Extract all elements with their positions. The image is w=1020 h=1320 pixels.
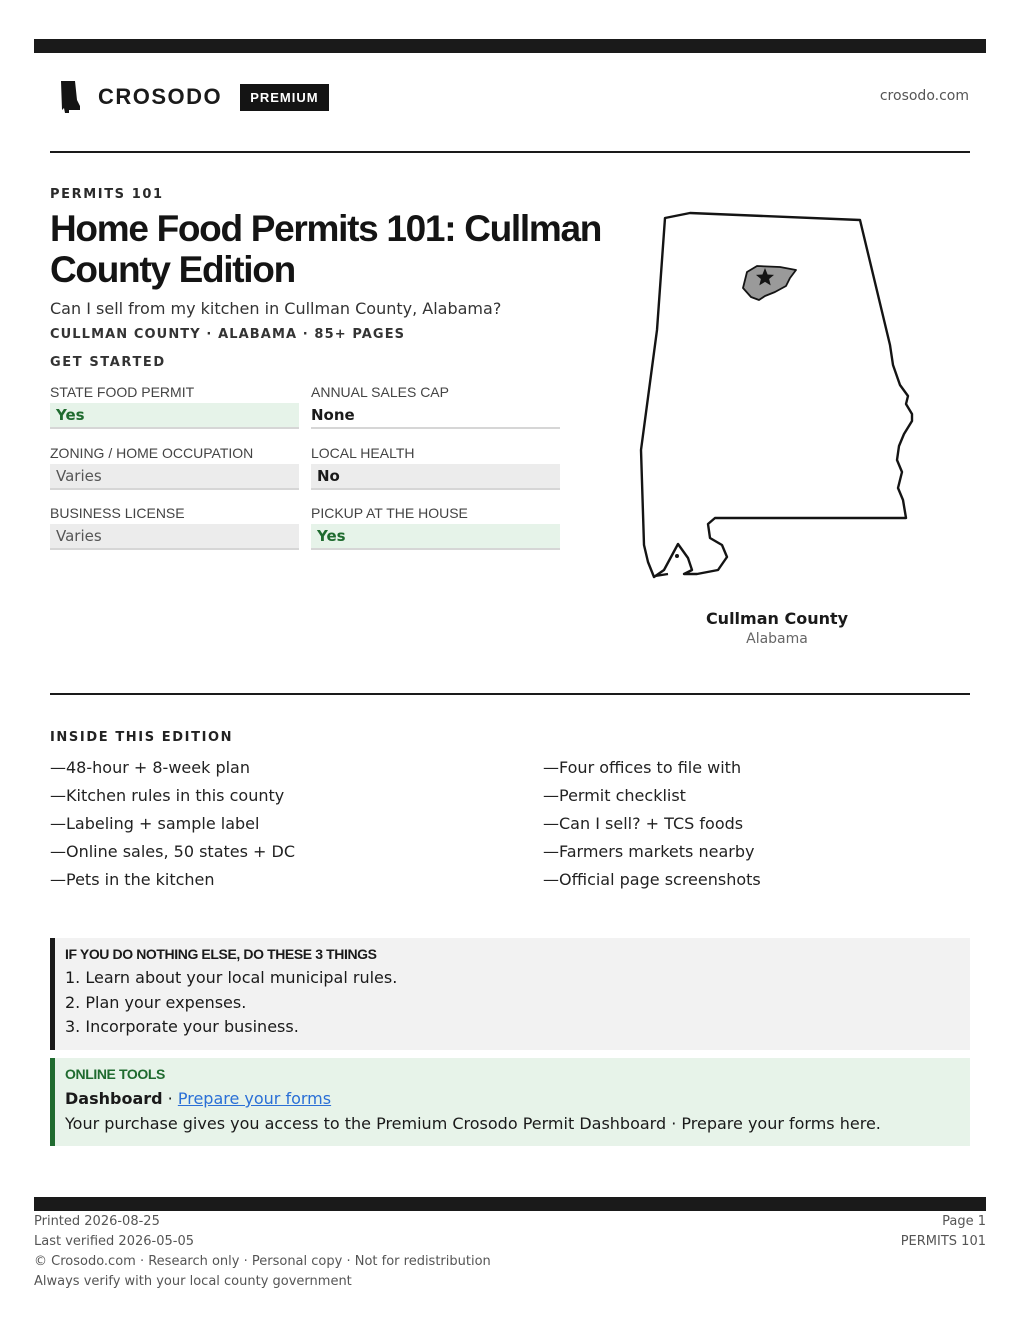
permit-value: Varies bbox=[50, 464, 299, 490]
get-started-heading: GET STARTED bbox=[50, 355, 166, 370]
toc-left-list bbox=[50, 757, 295, 897]
permit-value: None bbox=[311, 403, 560, 429]
permit-business-license bbox=[50, 504, 299, 550]
top-bar bbox=[34, 39, 986, 53]
permit-value: Varies bbox=[50, 524, 299, 550]
callout-item: 2. Plan your expenses. bbox=[65, 992, 247, 1012]
dashboard-label: Dashboard bbox=[65, 1089, 163, 1108]
premium-badge: PREMIUM bbox=[240, 84, 328, 111]
dashboard-line bbox=[65, 1087, 960, 1111]
printed-date: Printed 2026-08-25 bbox=[34, 1214, 160, 1229]
separator: · bbox=[162, 1089, 178, 1108]
header-divider bbox=[50, 151, 970, 153]
brand-lockup[interactable] bbox=[60, 80, 329, 114]
page-number: Page 1 bbox=[942, 1214, 986, 1229]
callout-item: 1. Learn about your local municipal rules. bbox=[65, 968, 398, 987]
footer-left bbox=[34, 1212, 491, 1292]
toc-item: —Online sales, 50 states + DC bbox=[50, 842, 296, 861]
section-divider bbox=[50, 693, 970, 695]
alabama-logo-icon bbox=[60, 80, 82, 114]
verified-date: Last verified 2026-05-05 bbox=[34, 1234, 194, 1249]
permit-local-health bbox=[311, 444, 560, 490]
callout-item: 3. Incorporate your business. bbox=[65, 1017, 299, 1036]
alabama-map bbox=[630, 200, 930, 590]
dashboard-description: Your purchase gives you access to the Premium Crosodo Permit Dashboard · Prepare your forms here. bbox=[65, 1114, 881, 1133]
permit-label: LOCAL HEALTH bbox=[311, 445, 415, 461]
toc-item: —Kitchen rules in this county bbox=[50, 786, 285, 805]
copyright-line: © Crosodo.com · Research only · Personal copy · Not for redistribution bbox=[34, 1254, 491, 1269]
permit-state-food-permit bbox=[50, 383, 299, 429]
toc-item: —Permit checklist bbox=[543, 786, 686, 805]
permit-label: PICKUP AT THE HOUSE bbox=[311, 505, 468, 521]
page-title: Home Food Permits 101: Cullman County Edition bbox=[50, 208, 602, 290]
city-dot bbox=[675, 554, 679, 558]
three-things-callout bbox=[50, 938, 970, 1050]
toc-item: —Official page screenshots bbox=[543, 870, 761, 889]
permit-label: ANNUAL SALES CAP bbox=[311, 384, 449, 400]
toc-item: —Can I sell? + TCS foods bbox=[543, 814, 744, 833]
permit-value: Yes bbox=[311, 524, 560, 550]
toc-item: —48-hour + 8-week plan bbox=[50, 758, 250, 777]
footer-right bbox=[901, 1212, 986, 1252]
bottom-bar bbox=[34, 1197, 986, 1211]
site-url[interactable]: crosodo.com bbox=[879, 88, 969, 104]
toc-item: —Four offices to file with bbox=[543, 758, 742, 777]
permit-label: ZONING / HOME OCCUPATION bbox=[50, 445, 254, 461]
permit-value: Yes bbox=[50, 403, 299, 429]
permit-zoning bbox=[50, 444, 299, 490]
inside-heading: INSIDE THIS EDITION bbox=[50, 730, 234, 745]
brand-name: CROSODO bbox=[98, 84, 223, 109]
map-county-label: Cullman County bbox=[705, 609, 849, 628]
prepare-forms-link[interactable]: Prepare your forms bbox=[177, 1089, 332, 1108]
page-subtitle: Can I sell from my kitchen in Cullman County, Alabama? bbox=[50, 299, 502, 318]
permit-annual-sales-cap bbox=[311, 383, 560, 429]
section-kicker: PERMITS 101 bbox=[50, 187, 164, 202]
toc-item: —Pets in the kitchen bbox=[50, 870, 215, 889]
toc-item: —Labeling + sample label bbox=[50, 814, 260, 833]
permit-label: BUSINESS LICENSE bbox=[50, 505, 185, 521]
toc-right-list bbox=[543, 757, 761, 897]
permit-label: STATE FOOD PERMIT bbox=[50, 384, 195, 400]
callout-heading: IF YOU DO NOTHING ELSE, DO THESE 3 THINGS bbox=[65, 946, 377, 962]
toc-item: —Farmers markets nearby bbox=[543, 842, 755, 861]
permit-value: No bbox=[311, 464, 560, 490]
disclaimer-line: Always verify with your local county government bbox=[34, 1274, 352, 1289]
online-tools-callout bbox=[50, 1058, 970, 1146]
map-state-label: Alabama bbox=[746, 631, 808, 647]
edition-meta: CULLMAN COUNTY · ALABAMA · 85+ PAGES bbox=[50, 327, 406, 342]
footer-section: PERMITS 101 bbox=[900, 1234, 986, 1249]
permit-pickup-at-house bbox=[311, 504, 560, 550]
online-tools-heading: ONLINE TOOLS bbox=[65, 1066, 165, 1082]
